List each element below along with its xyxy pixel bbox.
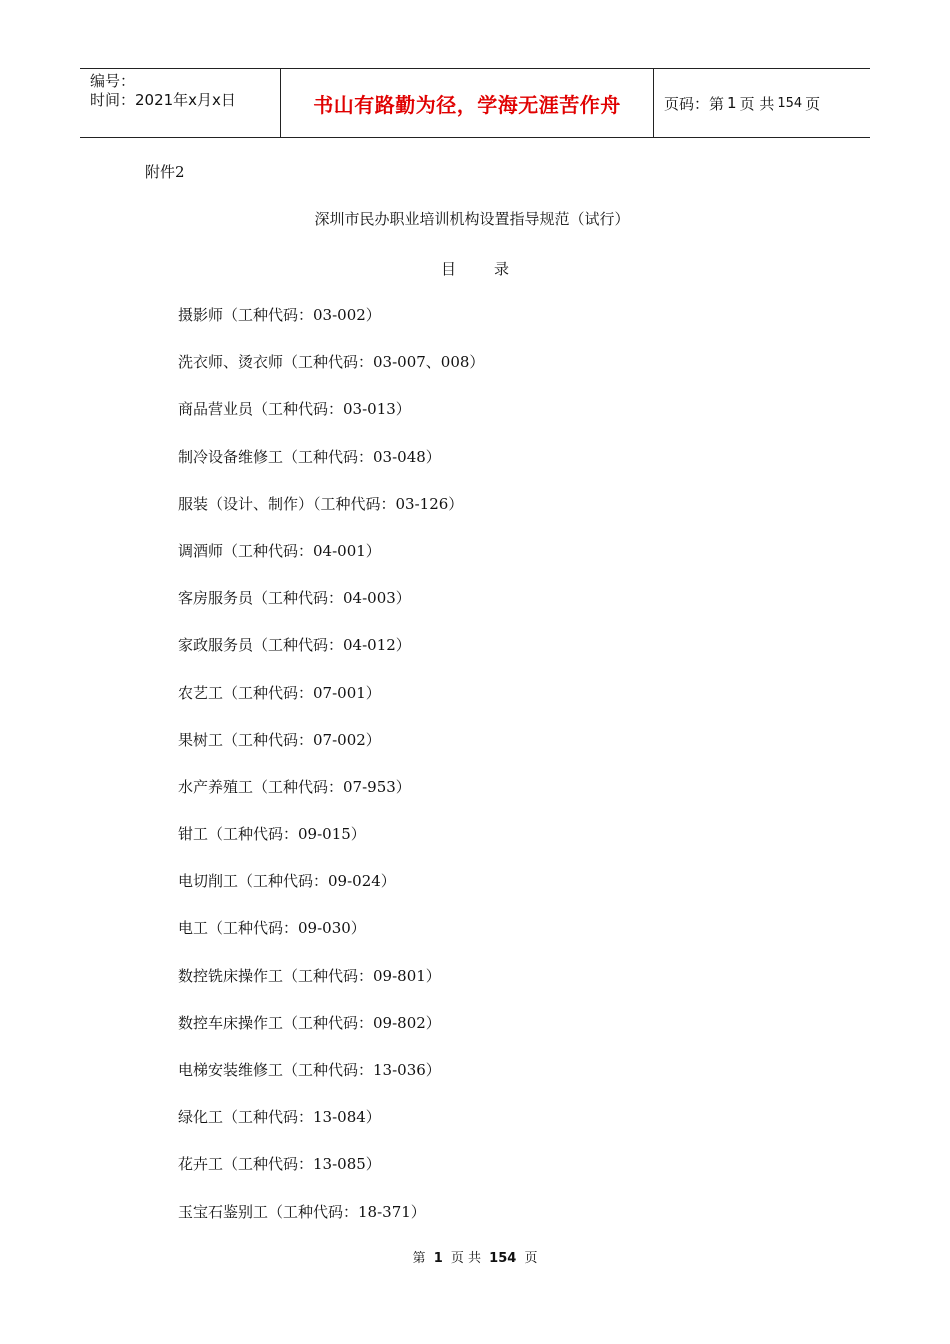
toc-item: 玉宝石鉴别工（工种代码：18-371） — [178, 1202, 426, 1221]
header-page-current: 1 — [727, 94, 737, 112]
toc-item: 电梯安装维修工（工种代码：13-036） — [178, 1061, 441, 1079]
header-motto: 书山有路勤为径，学海无涯苦作舟 — [281, 69, 654, 137]
document-title — [0, 208, 950, 229]
toc-heading: 目录 — [440, 260, 547, 278]
toc-item: 服装（设计、制作）（工种代码：03-126） — [178, 494, 464, 513]
annex-label: 附件2 — [145, 163, 185, 181]
toc-item: 果树工（工种代码：07-002） — [178, 730, 381, 749]
toc-item: 花卉工（工种代码：13-085） — [178, 1155, 381, 1174]
toc-item: 家政服务员（工种代码：04-012） — [178, 636, 411, 655]
footer-suffix: 页 — [524, 1251, 538, 1266]
toc-item: 摄影师（工种代码：03-002） — [178, 306, 381, 324]
toc-item: 客房服务员（工种代码：04-003） — [178, 589, 411, 608]
toc-item: 数控铣床操作工（工种代码：09-801） — [178, 966, 441, 985]
header-meta — [80, 69, 281, 137]
date-label: 时间：2021年x月x日 — [90, 91, 236, 109]
footer-prefix: 第 — [412, 1251, 426, 1266]
toc-item: 电工（工种代码：09-030） — [178, 919, 366, 938]
toc-item: 商品营业员（工种代码：03-013） — [178, 400, 411, 419]
toc-item: 电切削工（工种代码：09-024） — [178, 872, 396, 891]
footer-mid: 页 共 — [450, 1251, 482, 1266]
page-header — [80, 68, 870, 138]
header-page-suffix: 页 — [805, 94, 821, 113]
toc-item: 洗衣师、烫衣师（工种代码：03-007、008） — [178, 353, 485, 372]
page-footer — [0, 1247, 950, 1266]
footer-total-pages: 154 — [489, 1251, 517, 1266]
toc-item: 调酒师（工种代码：04-001） — [178, 541, 381, 560]
toc-item: 水产养殖工（工种代码：07-953） — [178, 777, 411, 796]
number-label: 编号： — [90, 72, 136, 90]
footer-current-page: 1 — [433, 1251, 443, 1266]
header-page-prefix: 页码：第 — [664, 94, 725, 113]
table-of-contents — [178, 305, 484, 1249]
header-page-number — [654, 69, 870, 137]
toc-item: 制冷设备维修工（工种代码：03-048） — [178, 447, 441, 466]
header-page-mid: 页 共 — [739, 94, 775, 113]
header-page-total: 154 — [777, 95, 803, 111]
toc-item: 数控车床操作工（工种代码：09-802） — [178, 1013, 441, 1032]
document-title-text: 深圳市民办职业培训机构设置指导规范（试行） — [314, 210, 630, 228]
toc-item: 钳工（工种代码：09-015） — [178, 825, 366, 844]
toc-item: 绿化工（工种代码：13-084） — [178, 1108, 381, 1127]
toc-item: 农艺工（工种代码：07-001） — [178, 683, 381, 702]
